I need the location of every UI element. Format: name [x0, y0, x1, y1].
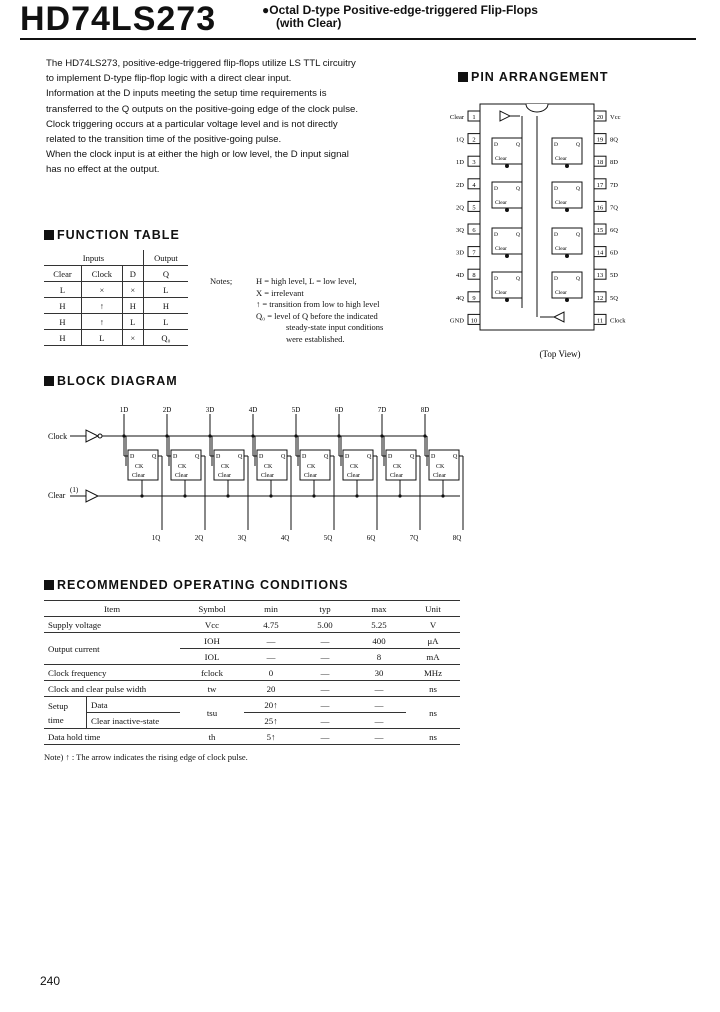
roc-symbol: fclock: [180, 665, 244, 681]
bd-clear-pin: (1): [70, 486, 79, 494]
pin-ff-q: Q: [576, 232, 580, 238]
pin-ff-d: D: [554, 276, 558, 282]
ft-cell: H: [44, 314, 81, 330]
table-row: [44, 681, 460, 697]
bullet-square-icon: [458, 72, 468, 82]
pin-label: 5D: [610, 272, 618, 280]
bd-junction: [312, 494, 315, 497]
pin-number: 17: [596, 181, 604, 189]
roc-typ: —: [298, 633, 352, 649]
bd-ff-ck: CK: [135, 464, 144, 470]
block-diagram-heading: BLOCK DIAGRAM: [44, 374, 178, 388]
bd-junction: [208, 434, 211, 437]
notes: [256, 276, 446, 345]
bd-q-label: 5Q: [323, 534, 333, 542]
bd-ff-d: D: [173, 454, 178, 460]
pin-arrangement-heading: PIN ARRANGEMENT: [458, 70, 608, 84]
right-pins: [594, 111, 626, 324]
roc-max: —: [352, 729, 406, 745]
pin-ff-d: D: [554, 186, 558, 192]
ft-cell: H: [44, 330, 81, 346]
subtitle-line-1: ●Octal D-type Positive-edge-triggered Flip-Flops: [262, 3, 538, 17]
bd-ff-q: Q: [195, 454, 200, 460]
roc-max: —: [352, 681, 406, 697]
bd-junction: [441, 494, 444, 497]
roc-typ: —: [298, 697, 352, 713]
table-row: [44, 314, 188, 330]
pin-arrangement-diagram: [440, 98, 640, 366]
note-line: H = high level, L = low level,: [256, 276, 357, 286]
pin-number: 9: [472, 294, 476, 302]
roc-min: 25↑: [244, 713, 298, 729]
ft-col-header: D: [129, 268, 136, 279]
bd-ff-clear: Clear: [433, 473, 446, 479]
pin-number: 2: [472, 136, 476, 144]
pin-label: 1D: [456, 159, 464, 167]
bd-q-label: 8Q: [452, 534, 462, 542]
note-line: X = irrelevant: [256, 287, 304, 298]
note-line: ↑ = transition from low to high level: [256, 299, 380, 309]
roc-typ: —: [298, 713, 352, 729]
bd-ff-clear: Clear: [347, 473, 360, 479]
roc-symbol: th: [180, 729, 244, 745]
note-line: steady-state input conditions: [286, 322, 384, 332]
roc-subitem: Data: [87, 697, 181, 713]
bd-ff-clear: Clear: [175, 473, 188, 479]
bd-q-label: 2Q: [194, 534, 204, 542]
pin-ff-q: Q: [576, 276, 580, 282]
bd-ff-q: Q: [367, 454, 372, 460]
bullet-square-icon: [44, 230, 54, 240]
roc-table: [44, 600, 460, 745]
bd-ff-q: Q: [410, 454, 415, 460]
part-number-title: HD74LS273: [20, 0, 217, 38]
pin-ff-q: Q: [516, 276, 520, 282]
bd-junction: [183, 494, 186, 497]
pin-ff-junction: [505, 298, 509, 302]
pin-number: 14: [596, 249, 604, 257]
roc-item: Clock frequency: [44, 665, 180, 681]
pin-ff-d: D: [494, 186, 498, 192]
pin-ff-clear: Clear: [555, 200, 567, 206]
bd-ff-d: D: [302, 454, 307, 460]
bd-junction: [398, 494, 401, 497]
bd-junction: [294, 434, 297, 437]
pin-number: 18: [596, 159, 604, 167]
pin-number: 16: [596, 204, 604, 212]
pin-ff-junction: [505, 254, 509, 258]
table-row: [44, 601, 460, 617]
pin-ff-clear: Clear: [555, 156, 567, 162]
roc-unit: ns: [406, 697, 460, 729]
roc-unit: MHz: [406, 665, 460, 681]
pin-ff-junction: [565, 164, 569, 168]
table-row: [44, 729, 460, 745]
pin-label: 8Q: [610, 136, 618, 144]
ft-cell: ×: [81, 282, 122, 298]
pin-ff-junction: [565, 254, 569, 258]
table-row: [44, 697, 460, 713]
ft-cell: H: [129, 300, 136, 311]
roc-item: Data hold time: [44, 729, 180, 745]
roc-max: 8: [352, 649, 406, 665]
bd-d-label: 4D: [248, 406, 258, 414]
ic-notch: [526, 104, 548, 112]
pin-ff-junction: [565, 298, 569, 302]
ft-cell: ↑: [81, 298, 122, 314]
ft-cell: Q₀: [143, 330, 188, 346]
bd-ff-q: Q: [324, 454, 329, 460]
bd-d-label: 3D: [205, 406, 215, 414]
bd-ff-clear: Clear: [261, 473, 274, 479]
roc-max: —: [352, 713, 406, 729]
bd-ff-d: D: [216, 454, 221, 460]
bd-junction: [423, 434, 426, 437]
roc-heading: RECOMMENDED OPERATING CONDITIONS: [44, 578, 349, 592]
table-row: [44, 298, 188, 314]
pin-flip-flops: [492, 116, 582, 317]
bd-ff-ck: CK: [393, 464, 402, 470]
bd-ff-q: Q: [281, 454, 286, 460]
page-number: 240: [40, 974, 61, 988]
bd-d-label: 1D: [119, 406, 129, 414]
pin-number: 10: [470, 317, 478, 325]
pin-number: 7: [472, 249, 476, 257]
bd-clock-buffer-icon: [86, 430, 98, 442]
pin-ff-junction: [505, 208, 509, 212]
bullet-square-icon: [44, 580, 54, 590]
table-row: [44, 330, 188, 346]
pin-caption: (Top View): [539, 349, 581, 359]
pin-number: 15: [596, 227, 604, 234]
bd-ff-ck: CK: [350, 464, 359, 470]
pin-ff-clear: Clear: [495, 156, 507, 162]
bd-ff-clear: Clear: [218, 473, 231, 479]
bd-ff-q: Q: [453, 454, 458, 460]
roc-item: Clock and clear pulse width: [44, 681, 180, 697]
ft-cell: L: [143, 282, 188, 298]
bd-ff-ck: CK: [307, 464, 316, 470]
roc-typ: —: [298, 681, 352, 697]
pin-label: 1Q: [456, 136, 464, 144]
pin-label: GND: [449, 317, 464, 325]
bd-ff-d: D: [431, 454, 436, 460]
roc-max: 30: [352, 665, 406, 681]
pin-number: 20: [596, 114, 604, 121]
bd-ff-clear: Clear: [304, 473, 317, 479]
block-diagram: [40, 400, 470, 545]
pin-ff-clear: Clear: [555, 290, 567, 296]
bd-d-label: 5D: [291, 406, 301, 414]
function-table-heading: FUNCTION TABLE: [44, 228, 180, 242]
bd-q-label: 6Q: [366, 534, 376, 542]
roc-header: min: [244, 601, 298, 617]
pin-label: 2D: [456, 181, 464, 189]
bd-q-label: 1Q: [151, 534, 161, 542]
roc-setup-line1: Setup: [48, 700, 69, 711]
pin-number: 8: [472, 272, 476, 280]
roc-item: Supply voltage: [44, 617, 180, 633]
pin-ff-clear: Clear: [555, 246, 567, 252]
pin-ff-q: Q: [516, 142, 520, 148]
roc-unit: μA: [406, 633, 460, 649]
pin-ff-q: Q: [516, 186, 520, 192]
description: [46, 56, 366, 178]
pin-number: 4: [472, 181, 476, 189]
roc-unit: mA: [406, 649, 460, 665]
bd-ff-q: Q: [238, 454, 243, 460]
bd-ff-clear: Clear: [132, 473, 145, 479]
bd-junction: [251, 434, 254, 437]
clear-buffer-icon: [500, 111, 510, 121]
pin-label: 2Q: [456, 204, 464, 212]
table-row: [44, 282, 188, 298]
bd-clock-label: Clock: [48, 432, 68, 441]
bd-d-label: 7D: [377, 406, 387, 414]
roc-item: [44, 697, 87, 729]
pin-ff-d: D: [554, 142, 558, 148]
description-p3: Clock triggering occurs at a particular voltage level and is not directly related to the transition time of the positive-going pulse.: [46, 118, 338, 146]
roc-typ: —: [298, 649, 352, 665]
left-pins: [450, 111, 480, 324]
pin-label: 8D: [610, 159, 618, 167]
ft-cell: L: [143, 314, 188, 330]
roc-header: Unit: [406, 601, 460, 617]
ft-group-output: Output: [143, 250, 188, 266]
ft-cell: ×: [130, 284, 136, 295]
bd-junction: [337, 434, 340, 437]
bd-junction: [355, 494, 358, 497]
ft-col-header: Clear: [44, 266, 81, 282]
bd-flip-flops: [120, 406, 463, 542]
pin-ff-d: D: [554, 232, 558, 238]
description-p2: Information at the D inputs meeting the setup time requirements is transferred to the Q outputs on the positive-going edge of the clock pulse.: [46, 88, 358, 115]
function-table: [44, 250, 188, 346]
pin-number: 12: [596, 294, 604, 302]
pin-number: 13: [596, 272, 604, 280]
pin-ff-q: Q: [516, 232, 520, 238]
bd-ff-ck: CK: [221, 464, 230, 470]
bd-clear-buffer-icon: [86, 490, 98, 502]
pin-number: 6: [472, 227, 476, 234]
roc-typ: —: [298, 665, 352, 681]
pin-ff-junction: [565, 208, 569, 212]
pin-label: 7D: [610, 181, 618, 189]
roc-symbol: Vcc: [180, 617, 244, 633]
note-line: were established.: [286, 333, 345, 344]
pin-ff-d: D: [494, 232, 498, 238]
bd-ff-ck: CK: [178, 464, 187, 470]
bd-junction: [226, 494, 229, 497]
roc-min: 4.75: [244, 617, 298, 633]
pin-label: 4D: [456, 272, 464, 280]
pin-number: 19: [596, 136, 604, 144]
description-p1: The HD74LS273, positive-edge-triggered flip-flops utilize LS TTL circuitry to implement D-type flip-flop logic with a direct clear input.: [46, 58, 356, 85]
bd-junction: [269, 494, 272, 497]
ft-cell: L: [130, 316, 136, 327]
pin-ff-d: D: [494, 142, 498, 148]
bd-ff-d: D: [345, 454, 350, 460]
pin-number: 1: [472, 114, 476, 121]
roc-note: Note) ↑ : The arrow indicates the rising edge of clock pulse.: [44, 752, 248, 762]
notes-label: Notes;: [210, 276, 233, 286]
pin-label: 4Q: [456, 294, 464, 302]
ft-cell: H: [44, 298, 81, 314]
bd-q-label: 7Q: [409, 534, 419, 542]
pin-label: Clear: [449, 114, 464, 121]
roc-symbol: IOH: [180, 633, 244, 649]
subtitle-line-2: (with Clear): [276, 16, 342, 30]
roc-min: 20↑: [244, 697, 298, 713]
bd-d-label: 6D: [334, 406, 344, 414]
roc-subitem: Clear inactive-state: [87, 713, 181, 729]
bd-ff-d: D: [130, 454, 135, 460]
roc-setup-line2: time: [48, 714, 64, 725]
roc-max: 5.25: [352, 617, 406, 633]
bd-clear-label: Clear: [48, 491, 66, 500]
roc-min: 5↑: [244, 729, 298, 745]
pin-label: Clock: [610, 317, 626, 325]
bd-d-label: 8D: [420, 406, 430, 414]
pin-number: 5: [472, 204, 476, 212]
roc-header: Symbol: [180, 601, 244, 617]
roc-unit: ns: [406, 681, 460, 697]
ft-cell: ↑: [81, 314, 122, 330]
roc-min: —: [244, 633, 298, 649]
device-subtitle: [262, 4, 642, 30]
bd-q-label: 4Q: [280, 534, 290, 542]
table-row: [44, 633, 460, 649]
bd-ff-ck: CK: [264, 464, 273, 470]
pin-ff-clear: Clear: [495, 290, 507, 296]
roc-item: Output current: [44, 633, 180, 665]
pin-ff-clear: Clear: [495, 246, 507, 252]
roc-typ: 5.00: [298, 617, 352, 633]
pin-label: 6Q: [610, 227, 618, 234]
pin-ff-q: Q: [576, 186, 580, 192]
bd-junction: [122, 434, 125, 437]
bd-junction: [380, 434, 383, 437]
roc-header: max: [352, 601, 406, 617]
bd-junction: [140, 494, 143, 497]
roc-symbol: tw: [180, 681, 244, 697]
pin-ff-d: D: [494, 276, 498, 282]
ft-group-inputs: Inputs: [44, 250, 143, 266]
ft-col-header: Clock: [81, 266, 122, 282]
roc-header: typ: [298, 601, 352, 617]
roc-max: 400: [352, 633, 406, 649]
roc-unit: ns: [406, 729, 460, 745]
roc-min: 20: [244, 681, 298, 697]
ft-col-header: Q: [143, 266, 188, 282]
bd-q-label: 3Q: [237, 534, 247, 542]
pin-label: 6D: [610, 249, 618, 257]
table-row: [44, 713, 460, 729]
pin-ff-q: Q: [576, 142, 580, 148]
bd-ff-q: Q: [152, 454, 157, 460]
bd-junction: [165, 434, 168, 437]
pin-number: 11: [596, 317, 604, 325]
ft-cell: H: [143, 298, 188, 314]
roc-typ: —: [298, 729, 352, 745]
pin-number: 3: [472, 159, 476, 167]
roc-header: Item: [44, 601, 180, 617]
bd-ff-clear: Clear: [390, 473, 403, 479]
pin-label: 3D: [456, 249, 464, 257]
ft-cell: ×: [130, 332, 136, 343]
bd-ff-ck: CK: [436, 464, 445, 470]
pin-label: Vcc: [610, 114, 621, 121]
roc-min: —: [244, 649, 298, 665]
pin-ff-junction: [505, 164, 509, 168]
table-row: [44, 617, 460, 633]
roc-unit: V: [406, 617, 460, 633]
roc-max: —: [352, 697, 406, 713]
note-line: Q₀ = level of Q before the indicated: [256, 310, 378, 321]
ft-cell: L: [44, 282, 81, 298]
bd-ff-d: D: [388, 454, 393, 460]
header-rule: [20, 38, 696, 40]
pin-ff-clear: Clear: [495, 200, 507, 206]
roc-symbol: tsu: [180, 697, 244, 729]
ft-cell: L: [81, 330, 122, 346]
description-p4: When the clock input is at either the high or low level, the D input signal has no effect at the output.: [46, 149, 349, 176]
pin-label: 3Q: [456, 227, 464, 234]
roc-min: 0: [244, 665, 298, 681]
clock-buffer-icon: [554, 312, 564, 322]
bd-d-label: 2D: [162, 406, 172, 414]
pin-label: 5Q: [610, 294, 618, 302]
pin-label: 7Q: [610, 204, 618, 212]
bullet-square-icon: [44, 376, 54, 386]
bd-ff-d: D: [259, 454, 264, 460]
roc-symbol: IOL: [180, 649, 244, 665]
table-row: [44, 665, 460, 681]
